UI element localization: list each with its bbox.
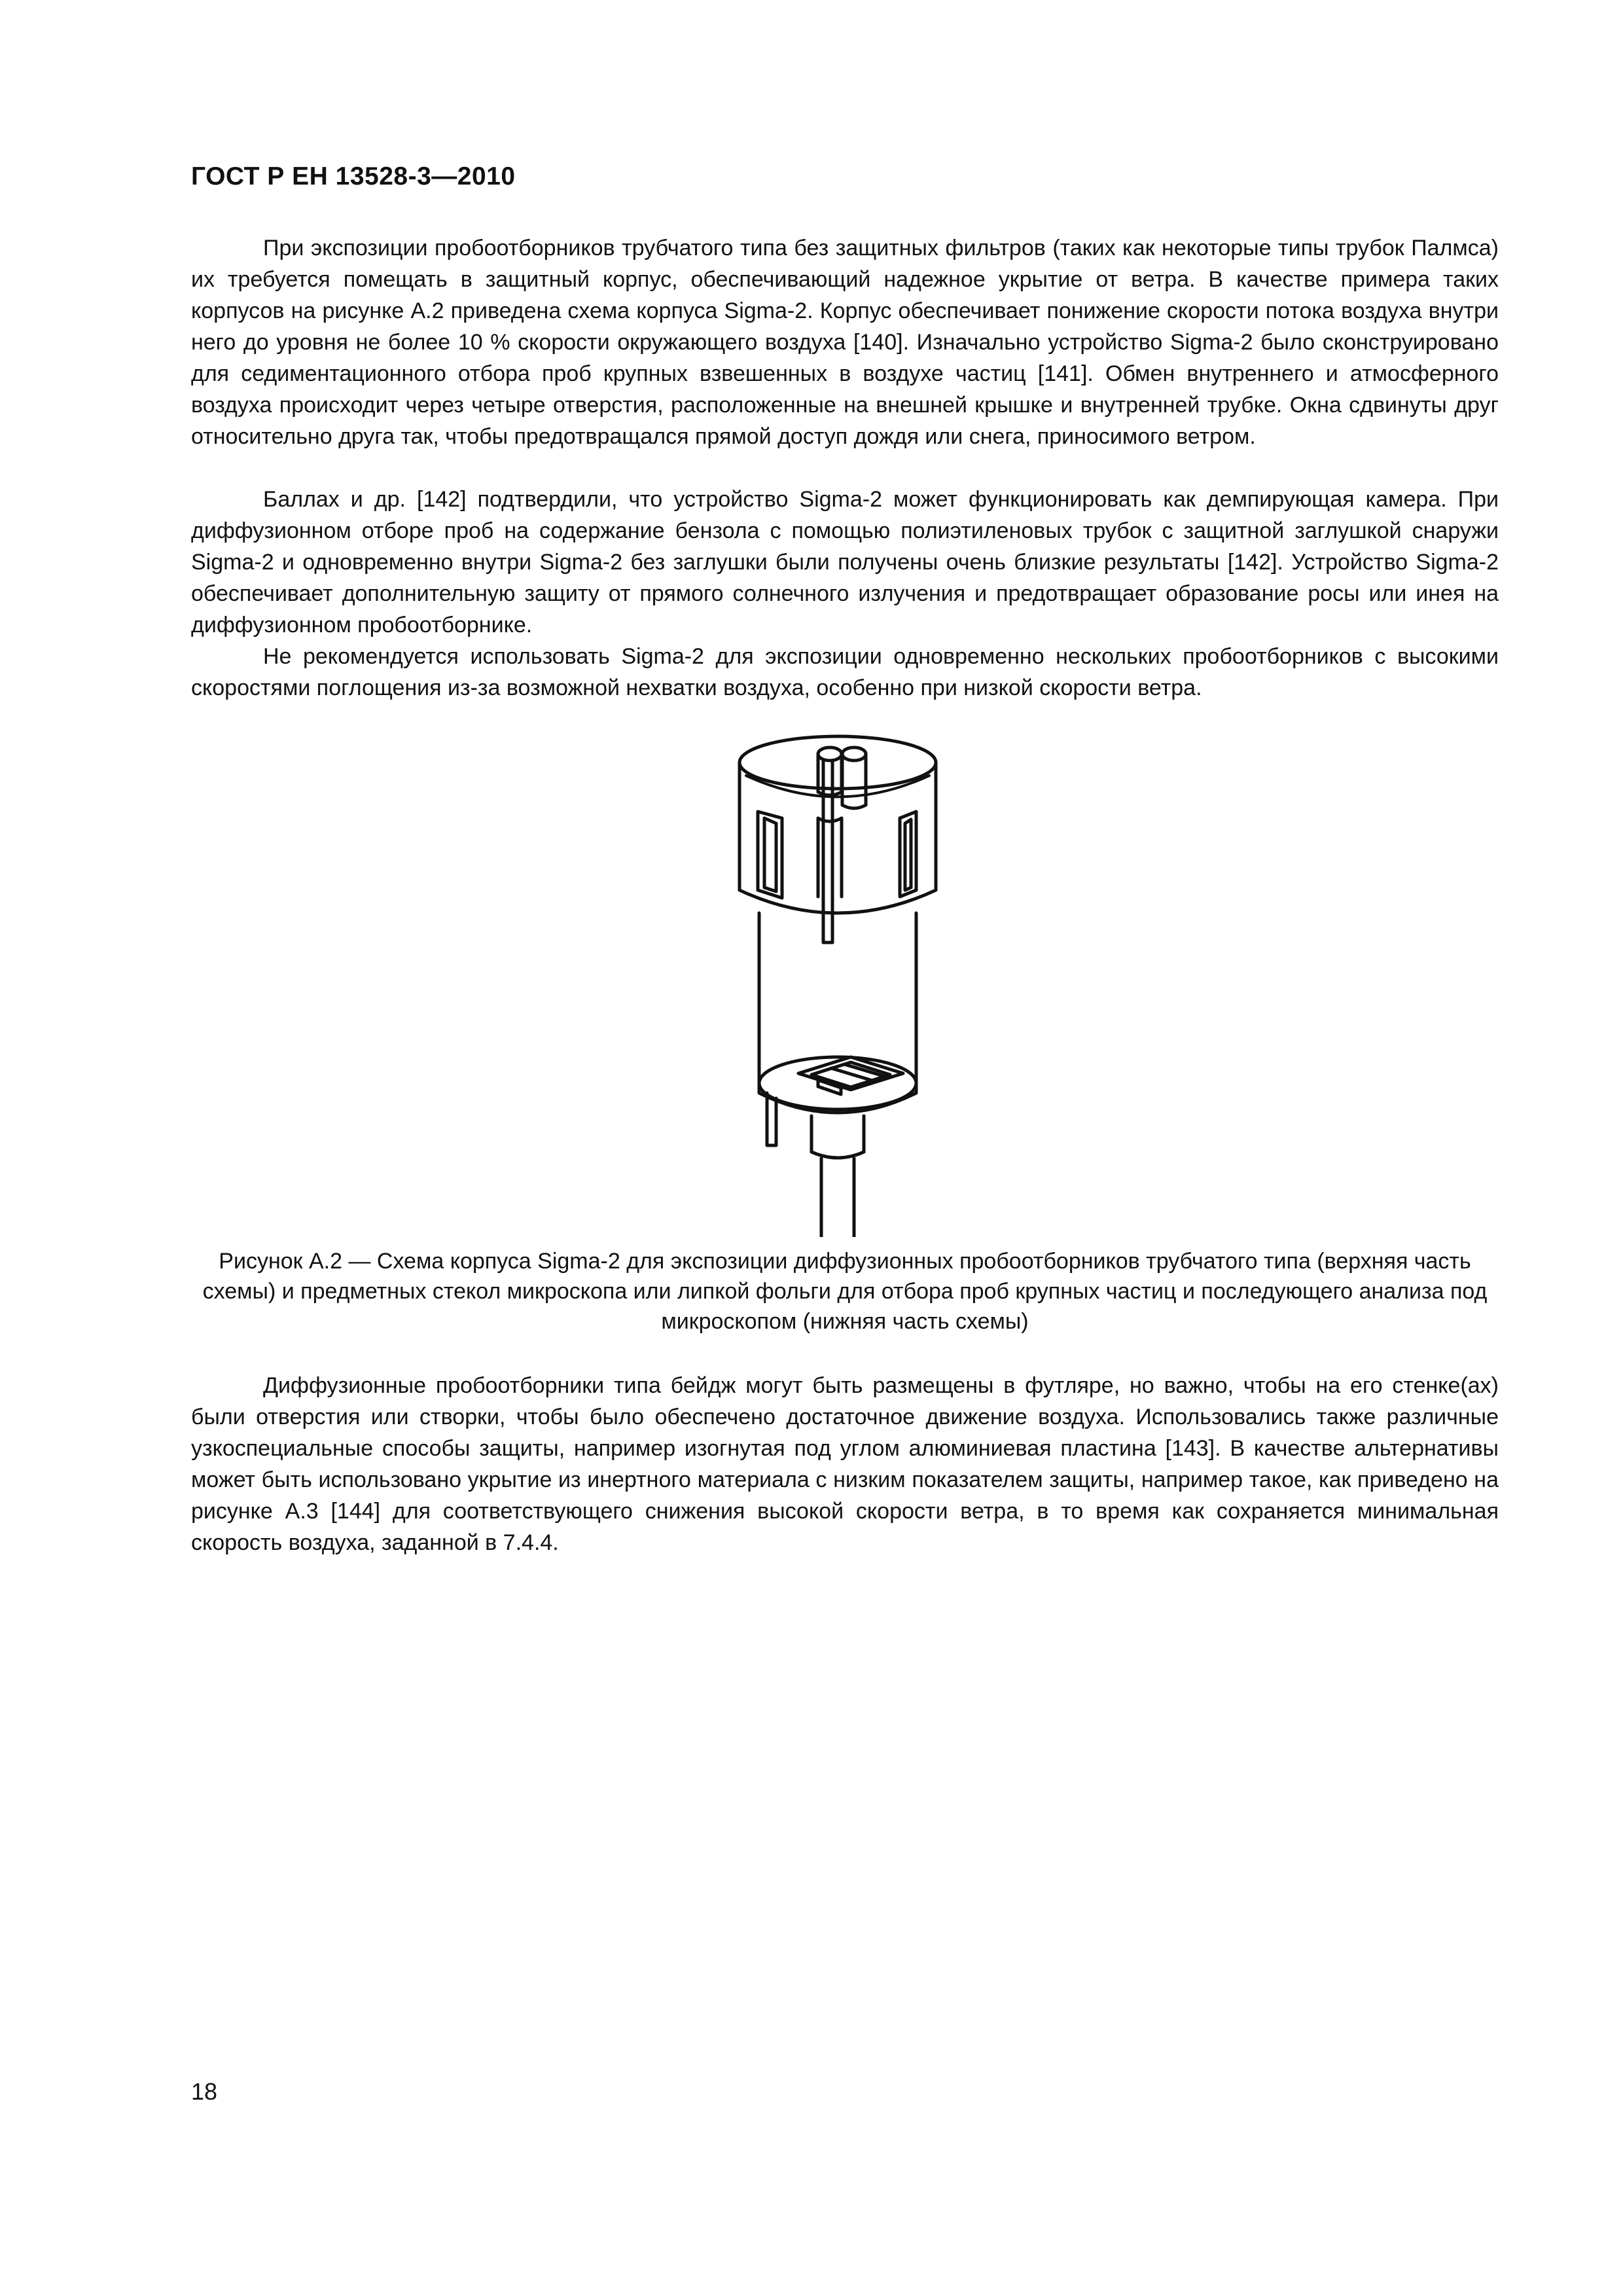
- paragraph-2: Баллах и др. [142] подтвердили, что устройство Sigma-2 может функционировать как демпирующая камера. При диффузионном отборе проб на содержание бензола с помощью полиэтиленовых трубок с защитной заглушкой снаружи Sigma-2 и одновременно внутри Sigma-2 без заглушки были получены очень близкие результаты [142]. Устройство Sigma-2 обеспечивает дополнительную защиту от прямого солнечного излучения и предотвращает образование росы или инея на диффузионном пробоотборнике.: [191, 487, 1499, 637]
- page-number: 18: [191, 2078, 218, 2105]
- sigma2-housing-diagram: [720, 726, 955, 1237]
- paragraph-1: При экспозиции пробоотборников трубчатого типа без защитных фильтров (таких как некоторые типы трубок Палмса) их требуется помещать в защитный корпус, обеспечивающий надежное укрытие от ветра. В качестве примера таких корпусов на рисунке А.2 приведена схема корпуса Sigma-2. Корпус обеспечивает понижение скорости потока воздуха внутри него до уровня не более 10 % скорости окружающего воздуха [140]. Изначально устройство Sigma-2 было сконструировано для седиментационного отбора проб крупных взвешенных в воздухе частиц [141]. Обмен внутреннего и атмосферного воздуха происходит через четыре отверстия, расположенные на внешней крышке и внутренней трубке. Окна сдвинуты друг относительно друга так, чтобы предотвращался прямой доступ дождя или снега, приносимого ветром.: [191, 236, 1499, 449]
- paragraph-4: Диффузионные пробоотборники типа бейдж могут быть размещены в футляре, но важно, чтобы на его стенке(ах) были отверстия или створки, чтобы было обеспечено достаточное движение воздуха. Использовались также различные узкоспециальные способы защиты, например изогнутая под углом алюминиевая пластина [143]. В качестве альтернативы может быть использовано укрытие из инертного материала с низким показателем защиты, например такое, как приведено на рисунке А.3 [144] для соответствующего снижения высокой скорости ветра, в то время как сохраняется минимальная скорость воздуха, заданной в 7.4.4.: [191, 1373, 1499, 1555]
- document-header: ГОСТ Р ЕН 13528-3—2010: [191, 162, 516, 190]
- paragraph-3: Не рекомендуется использовать Sigma-2 для экспозиции одновременно нескольких пробоотборников с высокими скоростями поглощения из-за возможной нехватки воздуха, особенно при низкой скорости ветра.: [191, 644, 1499, 700]
- figure-caption: Рисунок А.2 — Схема корпуса Sigma-2 для экспозиции диффузионных пробоотборников трубчатого типа (верхняя часть схемы) и предметных стекол микроскопа или липкой фольги для отбора проб крупных частиц и последующего анализа под микроскопом (нижняя часть схемы): [202, 1249, 1488, 1334]
- figure-sigma2-housing: [720, 726, 955, 1237]
